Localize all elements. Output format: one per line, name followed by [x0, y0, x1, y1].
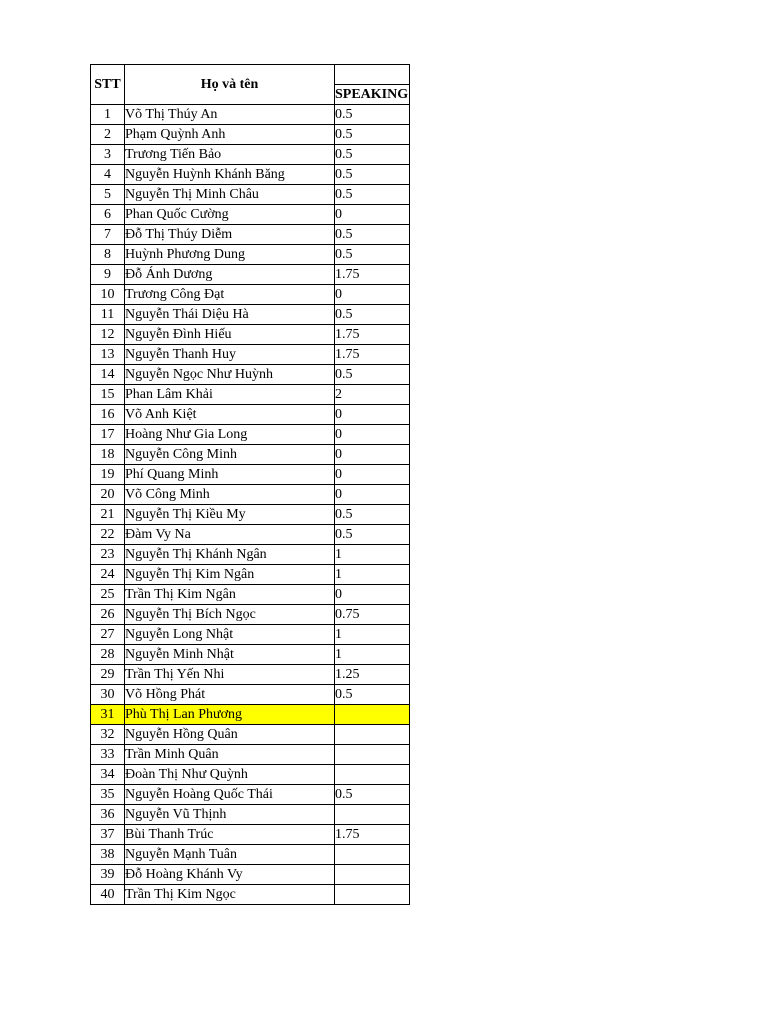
table-body	[91, 105, 410, 905]
table-row	[91, 725, 410, 745]
row-stt-cell: 26	[91, 605, 125, 625]
row-score-cell: 0	[335, 285, 410, 305]
row-stt-cell: 20	[91, 485, 125, 505]
table-row	[91, 385, 410, 405]
row-name-cell: Nguyễn Huỳnh Khánh Băng	[125, 165, 335, 185]
table-row	[91, 765, 410, 785]
row-stt-cell: 30	[91, 685, 125, 705]
table-row	[91, 525, 410, 545]
row-stt-cell: 33	[91, 745, 125, 765]
row-score-cell: 0.5	[335, 125, 410, 145]
table-row	[91, 485, 410, 505]
row-stt-cell: 5	[91, 185, 125, 205]
row-stt-cell: 37	[91, 825, 125, 845]
row-score-cell: 0.75	[335, 605, 410, 625]
table-row	[91, 245, 410, 265]
row-name-cell: Trần Thị Kim Ngân	[125, 585, 335, 605]
row-stt-cell: 24	[91, 565, 125, 585]
row-score-cell: 1.25	[335, 665, 410, 685]
row-name-cell: Nguyễn Vũ Thịnh	[125, 805, 335, 825]
row-name-cell: Bùi Thanh Trúc	[125, 825, 335, 845]
row-name-cell: Phan Lâm Khải	[125, 385, 335, 405]
table-row-highlighted	[91, 705, 410, 725]
row-stt-cell: 7	[91, 225, 125, 245]
row-score-cell: 0	[335, 405, 410, 425]
table-row	[91, 345, 410, 365]
row-score-cell	[335, 865, 410, 885]
row-name-cell: Phù Thị Lan Phương	[125, 705, 335, 725]
header-blank-cell	[335, 65, 410, 85]
table-row	[91, 105, 410, 125]
row-score-cell	[335, 705, 410, 725]
table-row	[91, 445, 410, 465]
row-score-cell: 0	[335, 425, 410, 445]
table-row	[91, 825, 410, 845]
row-score-cell: 0.5	[335, 165, 410, 185]
row-score-cell: 0.5	[335, 685, 410, 705]
row-name-cell: Đỗ Ánh Dương	[125, 265, 335, 285]
row-name-cell: Đỗ Thị Thúy Diễm	[125, 225, 335, 245]
row-name-cell: Nguyễn Thị Khánh Ngân	[125, 545, 335, 565]
row-score-cell: 1.75	[335, 825, 410, 845]
table-row	[91, 605, 410, 625]
row-name-cell: Đàm Vy Na	[125, 525, 335, 545]
row-name-cell: Đoàn Thị Như Quỳnh	[125, 765, 335, 785]
row-name-cell: Phan Quốc Cường	[125, 205, 335, 225]
row-name-cell: Nguyễn Thái Diệu Hà	[125, 305, 335, 325]
row-stt-cell: 40	[91, 885, 125, 905]
row-stt-cell: 38	[91, 845, 125, 865]
table-row	[91, 665, 410, 685]
row-score-cell	[335, 745, 410, 765]
header-row-top	[91, 65, 410, 85]
row-name-cell: Võ Công Minh	[125, 485, 335, 505]
row-stt-cell: 17	[91, 425, 125, 445]
row-score-cell: 0.5	[335, 525, 410, 545]
row-score-cell: 0	[335, 445, 410, 465]
table-row	[91, 865, 410, 885]
row-stt-cell: 12	[91, 325, 125, 345]
row-score-cell: 1.75	[335, 325, 410, 345]
row-name-cell: Nguyễn Hoàng Quốc Thái	[125, 785, 335, 805]
table-row	[91, 625, 410, 645]
row-name-cell: Nguyễn Mạnh Tuân	[125, 845, 335, 865]
row-name-cell: Trần Minh Quân	[125, 745, 335, 765]
header-name: Họ và tên	[125, 65, 335, 105]
table-row	[91, 125, 410, 145]
row-name-cell: Trương Công Đạt	[125, 285, 335, 305]
row-stt-cell: 8	[91, 245, 125, 265]
table-row	[91, 505, 410, 525]
row-stt-cell: 14	[91, 365, 125, 385]
table-row	[91, 885, 410, 905]
row-stt-cell: 22	[91, 525, 125, 545]
row-stt-cell: 31	[91, 705, 125, 725]
table-row	[91, 645, 410, 665]
row-name-cell: Trương Tiến Bảo	[125, 145, 335, 165]
row-stt-cell: 4	[91, 165, 125, 185]
table-row	[91, 685, 410, 705]
row-name-cell: Phạm Quỳnh Anh	[125, 125, 335, 145]
header-speaking: SPEAKING	[335, 85, 410, 105]
table-row	[91, 565, 410, 585]
row-score-cell: 0.5	[335, 505, 410, 525]
row-name-cell: Huỳnh Phương Dung	[125, 245, 335, 265]
row-name-cell: Nguyễn Công Minh	[125, 445, 335, 465]
table-row	[91, 805, 410, 825]
table-row	[91, 225, 410, 245]
row-score-cell: 0.5	[335, 105, 410, 125]
row-name-cell: Nguyễn Thị Kim Ngân	[125, 565, 335, 585]
row-score-cell: 0.5	[335, 225, 410, 245]
row-stt-cell: 10	[91, 285, 125, 305]
row-score-cell: 2	[335, 385, 410, 405]
row-stt-cell: 35	[91, 785, 125, 805]
row-name-cell: Nguyễn Thị Kiều My	[125, 505, 335, 525]
table-row	[91, 425, 410, 445]
row-name-cell: Nguyễn Thanh Huy	[125, 345, 335, 365]
row-name-cell: Nguyễn Đình Hiếu	[125, 325, 335, 345]
row-name-cell: Trần Thị Kim Ngọc	[125, 885, 335, 905]
row-name-cell: Phí Quang Minh	[125, 465, 335, 485]
row-name-cell: Hoàng Như Gia Long	[125, 425, 335, 445]
row-name-cell: Võ Thị Thúy An	[125, 105, 335, 125]
row-name-cell: Nguyễn Minh Nhật	[125, 645, 335, 665]
row-score-cell: 1	[335, 565, 410, 585]
row-score-cell: 1	[335, 645, 410, 665]
table-row	[91, 845, 410, 865]
table-row	[91, 325, 410, 345]
row-score-cell: 0	[335, 485, 410, 505]
row-name-cell: Võ Anh Kiệt	[125, 405, 335, 425]
row-name-cell: Đỗ Hoàng Khánh Vy	[125, 865, 335, 885]
table-row	[91, 785, 410, 805]
row-stt-cell: 27	[91, 625, 125, 645]
row-stt-cell: 6	[91, 205, 125, 225]
row-score-cell: 0.5	[335, 785, 410, 805]
table-row	[91, 405, 410, 425]
table-row	[91, 205, 410, 225]
table-row	[91, 305, 410, 325]
row-stt-cell: 21	[91, 505, 125, 525]
row-stt-cell: 16	[91, 405, 125, 425]
row-stt-cell: 11	[91, 305, 125, 325]
row-score-cell: 1	[335, 625, 410, 645]
row-stt-cell: 18	[91, 445, 125, 465]
row-name-cell: Trần Thị Yến Nhi	[125, 665, 335, 685]
row-score-cell: 0	[335, 465, 410, 485]
row-score-cell: 0.5	[335, 185, 410, 205]
row-stt-cell: 39	[91, 865, 125, 885]
table-row	[91, 745, 410, 765]
row-name-cell: Nguyễn Thị Minh Châu	[125, 185, 335, 205]
table-row	[91, 285, 410, 305]
row-name-cell: Nguyễn Hồng Quân	[125, 725, 335, 745]
table-row	[91, 265, 410, 285]
row-score-cell	[335, 845, 410, 865]
student-score-table	[90, 64, 410, 905]
row-score-cell	[335, 725, 410, 745]
table-row	[91, 545, 410, 565]
header-stt: STT	[91, 65, 125, 105]
row-stt-cell: 19	[91, 465, 125, 485]
row-name-cell: Nguyễn Long Nhật	[125, 625, 335, 645]
row-score-cell: 1.75	[335, 345, 410, 365]
row-name-cell: Nguyễn Thị Bích Ngọc	[125, 605, 335, 625]
row-score-cell	[335, 765, 410, 785]
row-name-cell: Võ Hồng Phát	[125, 685, 335, 705]
table-row	[91, 165, 410, 185]
table-row	[91, 145, 410, 165]
row-stt-cell: 34	[91, 765, 125, 785]
row-stt-cell: 13	[91, 345, 125, 365]
row-stt-cell: 29	[91, 665, 125, 685]
table-row	[91, 585, 410, 605]
row-score-cell	[335, 805, 410, 825]
row-stt-cell: 9	[91, 265, 125, 285]
row-score-cell: 1	[335, 545, 410, 565]
table-row	[91, 185, 410, 205]
row-stt-cell: 1	[91, 105, 125, 125]
row-stt-cell: 23	[91, 545, 125, 565]
row-stt-cell: 25	[91, 585, 125, 605]
row-name-cell: Nguyễn Ngọc Như Huỳnh	[125, 365, 335, 385]
row-score-cell: 0.5	[335, 305, 410, 325]
table-row	[91, 365, 410, 385]
row-stt-cell: 3	[91, 145, 125, 165]
row-score-cell: 0.5	[335, 365, 410, 385]
row-stt-cell: 28	[91, 645, 125, 665]
row-score-cell: 0	[335, 205, 410, 225]
row-stt-cell: 36	[91, 805, 125, 825]
row-score-cell: 0	[335, 585, 410, 605]
row-score-cell: 0.5	[335, 145, 410, 165]
row-stt-cell: 32	[91, 725, 125, 745]
row-score-cell: 0.5	[335, 245, 410, 265]
row-stt-cell: 15	[91, 385, 125, 405]
row-stt-cell: 2	[91, 125, 125, 145]
row-score-cell	[335, 885, 410, 905]
row-score-cell: 1.75	[335, 265, 410, 285]
table-row	[91, 465, 410, 485]
